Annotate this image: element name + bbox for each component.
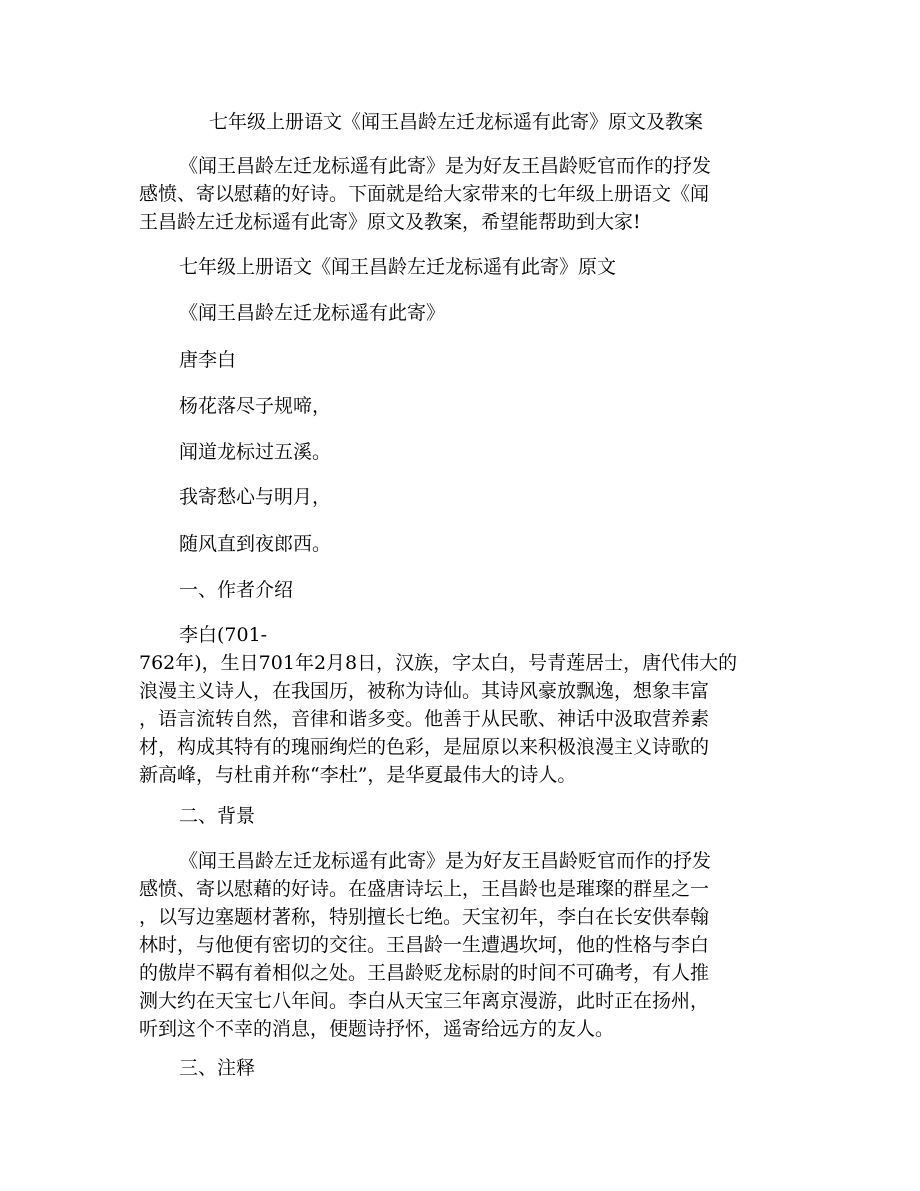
poem-line-4: 随风直到夜郎西。 <box>179 533 332 555</box>
author-line-2: 762年)，生日701年2月8日，汉族，字太白，号青莲居士，唐代伟大的 <box>139 652 738 674</box>
poem-line-2: 闻道龙标过五溪。 <box>179 441 332 463</box>
background-line-3: ，以写边塞题材著称，特别擅长七绝。天宝初年，李白在长安供奉翰 <box>139 906 710 928</box>
document-title: 七年级上册语文《闻王昌龄左迁龙标遥有此寄》原文及教案 <box>209 111 704 133</box>
intro-line-1: 《闻王昌龄左迁龙标遥有此寄》是为好友王昌龄贬官而作的抒发 <box>179 155 712 177</box>
original-heading: 七年级上册语文《闻王昌龄左迁龙标遥有此寄》原文 <box>179 256 617 278</box>
background-line-6: 测大约在天宝七八年间。李白从天宝三年离京漫游，此时正在扬州， <box>139 990 710 1012</box>
background-line-2: 感愤、寄以慰藉的好诗。在盛唐诗坛上，王昌龄也是璀璨的群星之一 <box>139 878 710 900</box>
section-heading-background: 二、背景 <box>179 805 256 827</box>
background-line-7: 听到这个不幸的消息，便题诗抒怀，遥寄给远方的友人。 <box>139 1018 615 1040</box>
background-line-1: 《闻王昌龄左迁龙标遥有此寄》是为好友王昌龄贬官而作的抒发 <box>179 850 712 872</box>
background-line-4: 林时，与他便有密切的交往。王昌龄一生遭遇坎坷，他的性格与李白 <box>139 934 710 956</box>
poem-line-1: 杨花落尽子规啼， <box>179 395 332 417</box>
author-line-4: ，语言流转自然，音律和谐多变。他善于从民歌、神话中汲取营养素 <box>139 708 710 730</box>
background-line-5: 的傲岸不羁有着相似之处。王昌龄贬龙标尉的时间不可确考，有人推 <box>139 962 710 984</box>
poem-line-3: 我寄愁心与明月， <box>179 486 332 508</box>
author-line-1: 李白(701- <box>179 624 268 646</box>
author-line-6: 新高峰，与杜甫并称“李杜”，是华夏最伟大的诗人。 <box>139 764 577 786</box>
author-line-5: 材，构成其特有的瑰丽绚烂的色彩，是屈原以来积极浪漫主义诗歌的 <box>139 736 710 758</box>
section-heading-notes: 三、注释 <box>179 1057 256 1079</box>
author-line-3: 浪漫主义诗人，在我国历，被称为诗仙。其诗风豪放飘逸，想象丰富 <box>139 680 710 702</box>
section-heading-author: 一、作者介绍 <box>179 579 294 601</box>
poem-title: 《闻王昌龄左迁龙标遥有此寄》 <box>179 302 446 324</box>
intro-line-2: 感愤、寄以慰藉的好诗。下面就是给大家带来的七年级上册语文《闻 <box>139 183 710 205</box>
poem-author: 唐李白 <box>179 349 237 371</box>
intro-line-3: 王昌龄左迁龙标遥有此寄》原文及教案，希望能帮助到大家! <box>139 211 641 233</box>
